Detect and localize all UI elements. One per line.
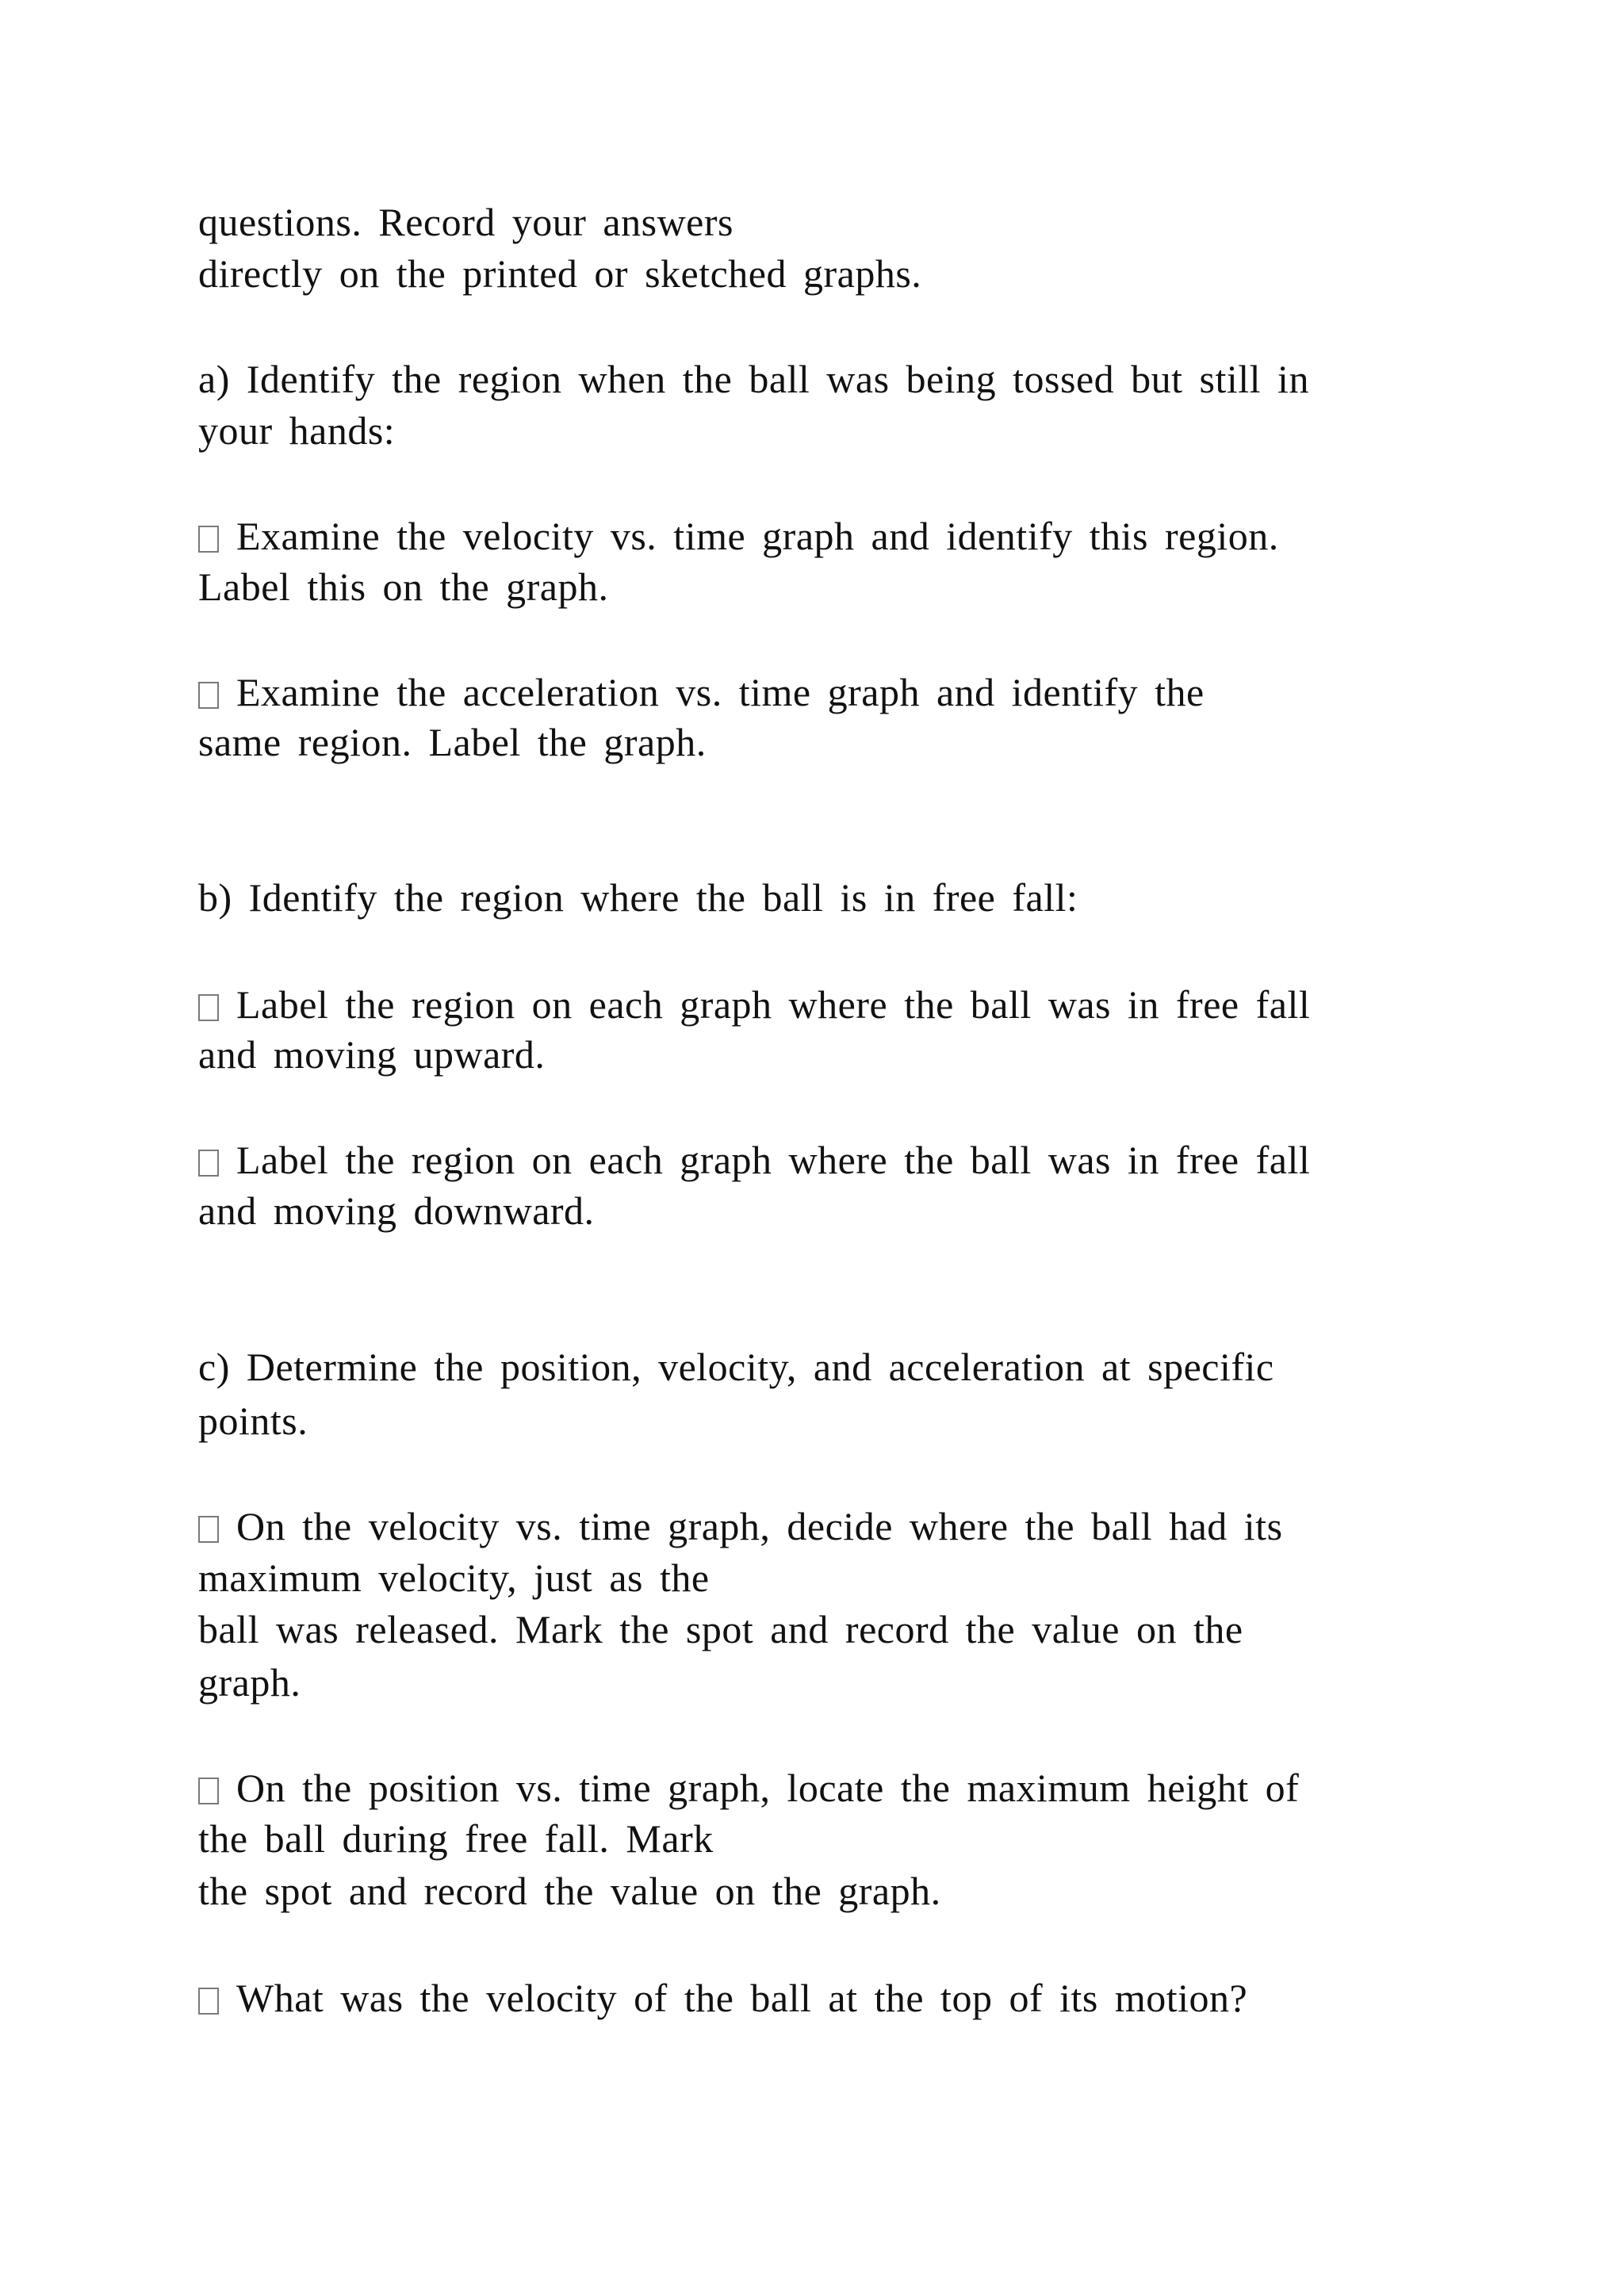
- text-line: and moving upward.: [198, 1032, 546, 1077]
- question-a-heading: a) Identify the region when the ball was being tossed but still in: [198, 357, 1309, 401]
- bullet-item: On the position vs. time graph, locate the maximum height of: [198, 1764, 1299, 1812]
- text-line: the ball during free fall. Mark: [198, 1816, 714, 1861]
- bullet-item: Examine the acceleration vs. time graph and identify the: [198, 668, 1205, 716]
- missing-glyph-box-icon: [198, 526, 219, 553]
- missing-glyph-box-icon: [198, 1516, 219, 1543]
- text-line: and moving downward.: [198, 1188, 595, 1233]
- text-line: graph.: [198, 1660, 301, 1705]
- bullet-item: What was the velocity of the ball at the top of its motion?: [198, 1974, 1247, 2022]
- text-line: same region. Label the graph.: [198, 720, 707, 764]
- missing-glyph-box-icon: [198, 682, 219, 709]
- bullet-item: Examine the velocity vs. time graph and identify this region.: [198, 512, 1279, 560]
- text-line: questions. Record your answers: [198, 200, 733, 244]
- text-line: your hands:: [198, 408, 396, 453]
- text-line: directly on the printed or sketched graphs.: [198, 251, 922, 296]
- bullet-item: Label the region on each graph where the ball was in free fall: [198, 1136, 1310, 1184]
- missing-glyph-box-icon: [198, 994, 219, 1021]
- bullet-item: On the velocity vs. time graph, decide where the ball had its: [198, 1502, 1283, 1550]
- missing-glyph-box-icon: [198, 1777, 219, 1804]
- text-line: points.: [198, 1399, 308, 1443]
- text-line: ball was released. Mark the spot and record the value on the: [198, 1607, 1243, 1651]
- bullet-item: Label the region on each graph where the ball was in free fall: [198, 981, 1310, 1028]
- text-line: the spot and record the value on the graph.: [198, 1869, 941, 1913]
- text-line: maximum velocity, just as the: [198, 1556, 710, 1600]
- missing-glyph-box-icon: [198, 1988, 219, 2015]
- text-line: Label this on the graph.: [198, 564, 609, 609]
- question-b-heading: b) Identify the region where the ball is in free fall:: [198, 875, 1078, 920]
- question-c-heading: c) Determine the position, velocity, and acceleration at specific: [198, 1345, 1274, 1389]
- missing-glyph-box-icon: [198, 1150, 219, 1177]
